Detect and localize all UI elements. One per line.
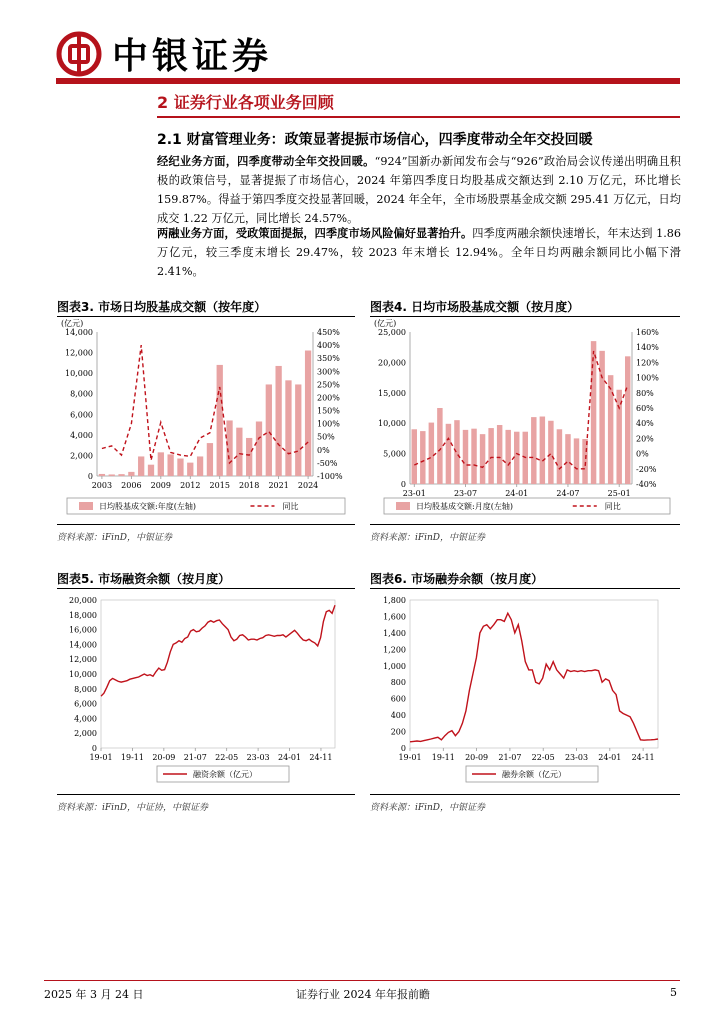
x-tick-label: 23-01: [402, 489, 426, 498]
y-tick-label-right: 400%: [317, 341, 340, 351]
bar: [99, 474, 105, 476]
bar: [226, 420, 232, 476]
y-tick-label-left: 2,000: [70, 451, 93, 461]
x-tick-label: 24-11: [309, 753, 333, 762]
y-tick-label-right: 100%: [317, 419, 340, 429]
y-tick-label-left: 20,000: [378, 358, 406, 368]
bar: [548, 421, 553, 484]
legend-bar-swatch: [396, 502, 410, 510]
y-tick-label-left: 4,000: [70, 430, 93, 440]
y-tick-label-left: 12,000: [65, 348, 93, 358]
legend-label: 日均股基成交额:月度(左轴): [416, 502, 513, 511]
bar: [128, 472, 134, 476]
unit-label: (亿元): [61, 319, 84, 328]
paragraph-margin: [157, 224, 681, 281]
bar: [148, 465, 154, 476]
figure-rule: [370, 588, 680, 589]
bar: [109, 474, 115, 476]
y-tick-label-left: 15,000: [378, 388, 406, 398]
x-tick-label: 19-11: [120, 753, 144, 762]
figure-4-title: 图表4. 日均市场股基成交额（按月度）: [370, 300, 580, 314]
bar: [256, 421, 262, 476]
y-tick-label: 1,400: [383, 628, 406, 638]
figure-5-title: 图表5. 市场融资余额（按月度）: [57, 572, 231, 586]
y-tick-label: 1,000: [383, 661, 406, 671]
bar: [454, 420, 459, 484]
x-tick-label: 23-03: [246, 753, 270, 762]
y-tick-label-right: 160%: [636, 328, 659, 337]
y-tick-label-right: 450%: [317, 328, 340, 337]
x-tick-label: 24-01: [598, 753, 622, 762]
header-rule: [56, 78, 680, 84]
legend-label: 同比: [282, 502, 299, 511]
y-tick-label-right: 20%: [636, 434, 654, 444]
y-tick-label-right: -50%: [317, 458, 338, 468]
y-tick-label-left: 10,000: [65, 369, 93, 379]
bar: [557, 429, 562, 484]
bar: [118, 474, 124, 476]
bar: [505, 430, 510, 484]
x-tick-label: 21-07: [498, 753, 522, 762]
figure-rule: [57, 316, 355, 317]
y-tick-label-right: 300%: [317, 367, 340, 377]
bar: [608, 375, 613, 484]
bar: [305, 351, 311, 476]
bar: [138, 456, 144, 476]
y-tick-label-left: 0: [400, 480, 406, 489]
x-tick-label: 22-05: [215, 753, 239, 762]
bar: [591, 341, 596, 484]
y-tick-label-left: 6,000: [70, 410, 93, 420]
bar: [275, 366, 281, 476]
bar: [207, 443, 213, 476]
bar: [295, 384, 301, 476]
bar: [582, 439, 587, 484]
figure-rule: [57, 588, 355, 589]
y-tick-label-right: 50%: [317, 432, 335, 442]
y-tick-label: 6,000: [74, 699, 97, 709]
figure-rule: [57, 524, 355, 525]
x-tick-label: 24-01: [278, 753, 302, 762]
x-tick-label: 2006: [121, 481, 142, 490]
y-tick-label-right: 140%: [636, 343, 659, 353]
series-line: [410, 613, 658, 742]
y-tick-label: 10,000: [69, 670, 97, 679]
paragraph-body: 四季度两融余额快速增长，年末达到 1.86 万亿元，较三季度末增长 29.47%，较 2023 年末增长 12.94%。全年日均两融余额同比小幅下滑 2.41%。: [157, 227, 681, 278]
y-tick-label-right: -40%: [636, 480, 657, 489]
figure-3-title: 图表3. 市场日均股基成交额（按年度）: [57, 300, 267, 314]
x-tick-label: 24-07: [556, 489, 580, 498]
y-tick-label-right: -100%: [317, 472, 343, 481]
y-tick-label-left: 25,000: [378, 328, 406, 337]
y-tick-label: 1,800: [383, 596, 406, 605]
y-tick-label: 800: [390, 678, 406, 688]
bar: [471, 429, 476, 484]
y-tick-label-right: 0%: [317, 445, 330, 455]
y-tick-label: 1,200: [383, 645, 406, 655]
paragraph-lead: 两融业务方面，受政策面提振，四季度市场风险偏好显著抬升。: [157, 227, 473, 240]
legend-bar-swatch: [79, 502, 93, 510]
figure-rule: [57, 794, 355, 795]
bar: [246, 438, 252, 476]
bar: [488, 428, 493, 484]
y-tick-label-right: 80%: [636, 388, 654, 398]
y-tick-label-right: 250%: [317, 380, 340, 390]
bar: [197, 456, 203, 476]
paragraph-brokerage: [157, 152, 681, 228]
brand-logo: [56, 28, 272, 79]
figure-4-source: 资料来源：iFinD，中银证券: [370, 533, 486, 543]
y-tick-label: 2,000: [74, 729, 97, 739]
paragraph-body: “924”国新办新闻发布会与“926”政治局会议传递出明确且积极的政策信号，显著提振了市场信心，2024 年第四季度日均股基成交额达到 2.10 万亿元，环比增长 159.87%。得益于第四季度交投显著回暖，2024 年全年，全市场股票基金成交额 295.41 万亿元，日均成交 1.22 万亿元，同比增长 24.57%。: [157, 155, 681, 225]
y-tick-label-left: 8,000: [70, 389, 93, 399]
y-tick-label-right: -20%: [636, 464, 657, 474]
y-tick-label: 4,000: [74, 714, 97, 724]
x-tick-label: 25-01: [607, 489, 631, 498]
bar: [625, 356, 630, 484]
y-tick-label: 16,000: [69, 625, 97, 635]
footer-page-number: 5: [670, 986, 677, 999]
x-tick-label: 2003: [91, 481, 113, 490]
x-tick-label: 2015: [209, 481, 230, 490]
y-tick-label-left: 5,000: [383, 449, 406, 459]
y-tick-label: 1,600: [383, 612, 406, 622]
y-tick-label: 14,000: [69, 640, 97, 650]
plot-frame: [101, 600, 335, 748]
bar: [429, 423, 434, 484]
y-tick-label: 8,000: [74, 684, 97, 694]
y-tick-label: 0: [91, 744, 97, 753]
y-tick-label-right: 200%: [317, 393, 340, 403]
y-tick-label-left: 14,000: [65, 328, 93, 337]
brand-name: 中银证券: [112, 36, 273, 77]
y-tick-label-right: 350%: [317, 354, 340, 364]
bar: [167, 454, 173, 476]
x-tick-label: 22-05: [531, 753, 555, 762]
y-tick-label: 0: [400, 744, 406, 753]
x-tick-label: 24-01: [505, 489, 529, 498]
series-line: [101, 605, 335, 696]
y-tick-label: 18,000: [69, 610, 97, 620]
bar: [420, 431, 425, 484]
y-tick-label-right: 100%: [636, 373, 659, 383]
y-tick-label-right: 40%: [636, 419, 654, 429]
section-rule: [157, 116, 680, 118]
y-tick-label: 600: [390, 694, 406, 704]
y-tick-label: 12,000: [69, 655, 97, 665]
y-tick-label-left: 0: [87, 472, 93, 481]
y-tick-label-right: 60%: [636, 404, 654, 413]
footer-report-title: 证券行业 2024 年年报前瞻: [296, 988, 430, 1001]
footer-date: 2025 年 3 月 24 日: [44, 988, 144, 1001]
x-tick-label: 20-09: [152, 753, 176, 762]
y-tick-label: 20,000: [69, 596, 97, 605]
figure-6-source: 资料来源：iFinD，中银证券: [370, 803, 486, 813]
bar: [437, 408, 442, 484]
x-tick-label: 24-11: [631, 753, 655, 762]
bar: [514, 432, 519, 484]
x-tick-label: 20-09: [465, 753, 489, 762]
bar: [565, 434, 570, 484]
x-tick-label: 2009: [150, 481, 171, 490]
y-tick-label-right: 0%: [636, 449, 649, 459]
bar: [285, 380, 291, 476]
x-tick-label: 21-07: [183, 753, 207, 762]
bar: [177, 459, 183, 476]
y-tick-label-right: 150%: [317, 406, 340, 416]
figure-3-source: 资料来源：iFinD，中银证券: [57, 533, 173, 543]
legend-label: 融券余额（亿元）: [502, 770, 566, 779]
bank-logo-icon: [56, 31, 102, 77]
bar: [480, 434, 485, 484]
bar: [217, 365, 223, 476]
bar: [187, 463, 193, 476]
x-tick-label: 2012: [180, 481, 201, 490]
figure-6-chart: [370, 590, 680, 790]
x-tick-label: 2021: [268, 481, 289, 490]
figure-rule: [370, 794, 680, 795]
bar: [574, 438, 579, 484]
footer-rule: [44, 980, 680, 981]
unit-label: (亿元): [374, 319, 397, 328]
x-tick-label: 2024: [297, 481, 319, 490]
y-tick-label-left: 10,000: [378, 419, 406, 429]
bar: [540, 417, 545, 484]
x-tick-label: 19-01: [89, 753, 113, 762]
paragraph-lead: 经纪业务方面，四季度带动全年交投回暖。: [157, 155, 375, 168]
figure-5-chart: [57, 590, 355, 790]
subsection-title: 2.1 财富管理业务：政策显著提振市场信心，四季度带动全年交投回暖: [157, 132, 593, 148]
figure-rule: [370, 524, 680, 525]
legend-label: 融资余额（亿元）: [193, 770, 257, 779]
x-tick-label: 23-07: [453, 489, 478, 498]
figure-4-chart: [370, 318, 680, 518]
y-tick-label: 200: [390, 727, 406, 737]
x-tick-label: 2018: [239, 481, 260, 490]
figure-5-source: 资料来源：iFinD，中证协，中银证券: [57, 803, 209, 813]
legend-label: 日均股基成交额:年度(左轴): [99, 502, 196, 511]
bar: [497, 425, 502, 484]
figure-rule: [370, 316, 680, 317]
x-tick-label: 23-03: [564, 753, 589, 762]
bar: [463, 430, 468, 484]
figure-6-title: 图表6. 市场融券余额（按月度）: [370, 572, 544, 586]
y-tick-label: 400: [390, 711, 406, 721]
legend-label: 同比: [604, 502, 621, 511]
bar: [412, 429, 417, 484]
x-tick-label: 19-11: [431, 753, 455, 762]
section-title: 2 证券行业各项业务回顾: [157, 93, 334, 112]
bar: [236, 428, 242, 476]
x-tick-label: 19-01: [398, 753, 422, 762]
bar: [158, 452, 164, 476]
bar: [446, 424, 451, 484]
bar: [531, 417, 536, 484]
y-tick-label-right: 120%: [636, 358, 659, 368]
bar: [266, 384, 272, 476]
figure-3-chart: [57, 318, 355, 518]
